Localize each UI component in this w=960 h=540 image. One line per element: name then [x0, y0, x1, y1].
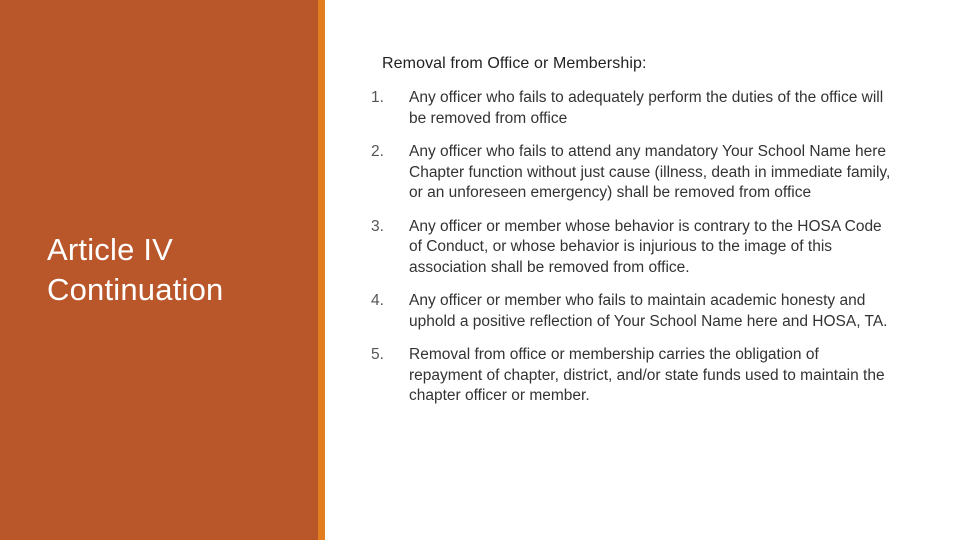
- slide-title-line2: Continuation: [47, 272, 224, 307]
- left-panel: [0, 0, 318, 540]
- list-item: [371, 345, 891, 407]
- list-item: [371, 88, 891, 129]
- list-item: [371, 142, 891, 204]
- list-item-text: Any officer or member who fails to maintain academic honesty and uphold a positive reflection of Your School Name here and HOSA, TA.: [409, 292, 888, 330]
- numbered-list: [371, 88, 891, 407]
- list-item: [371, 217, 891, 279]
- list-item-number: 2.: [371, 143, 384, 160]
- accent-bar: [318, 0, 325, 540]
- list-item-number: 1.: [371, 89, 384, 106]
- list-item: [371, 291, 891, 332]
- list-item-text: Any officer who fails to attend any mandatory Your School Name here Chapter function without just cause (illness, death in immediate family, or an unforeseen emergency) shall be removed from office: [409, 143, 891, 201]
- list-item-text: Any officer or member whose behavior is contrary to the HOSA Code of Conduct, or whose behavior is injurious to the image of this association shall be removed from office.: [409, 217, 882, 276]
- slide-title-line1: Article IV: [47, 232, 174, 267]
- list-item-number: 5.: [371, 346, 384, 363]
- list-item-number: 3.: [371, 217, 384, 235]
- section-heading: Removal from Office or Membership:: [382, 55, 647, 72]
- list-item-number: 4.: [371, 292, 384, 309]
- slide-title: [47, 230, 307, 310]
- list-item-text: Any officer who fails to adequately perform the duties of the office will be removed from office: [409, 89, 884, 127]
- list-item-text: Removal from office or membership carries the obligation of repayment of chapter, district, and/or state funds used to maintain the chapter officer or member.: [409, 346, 885, 404]
